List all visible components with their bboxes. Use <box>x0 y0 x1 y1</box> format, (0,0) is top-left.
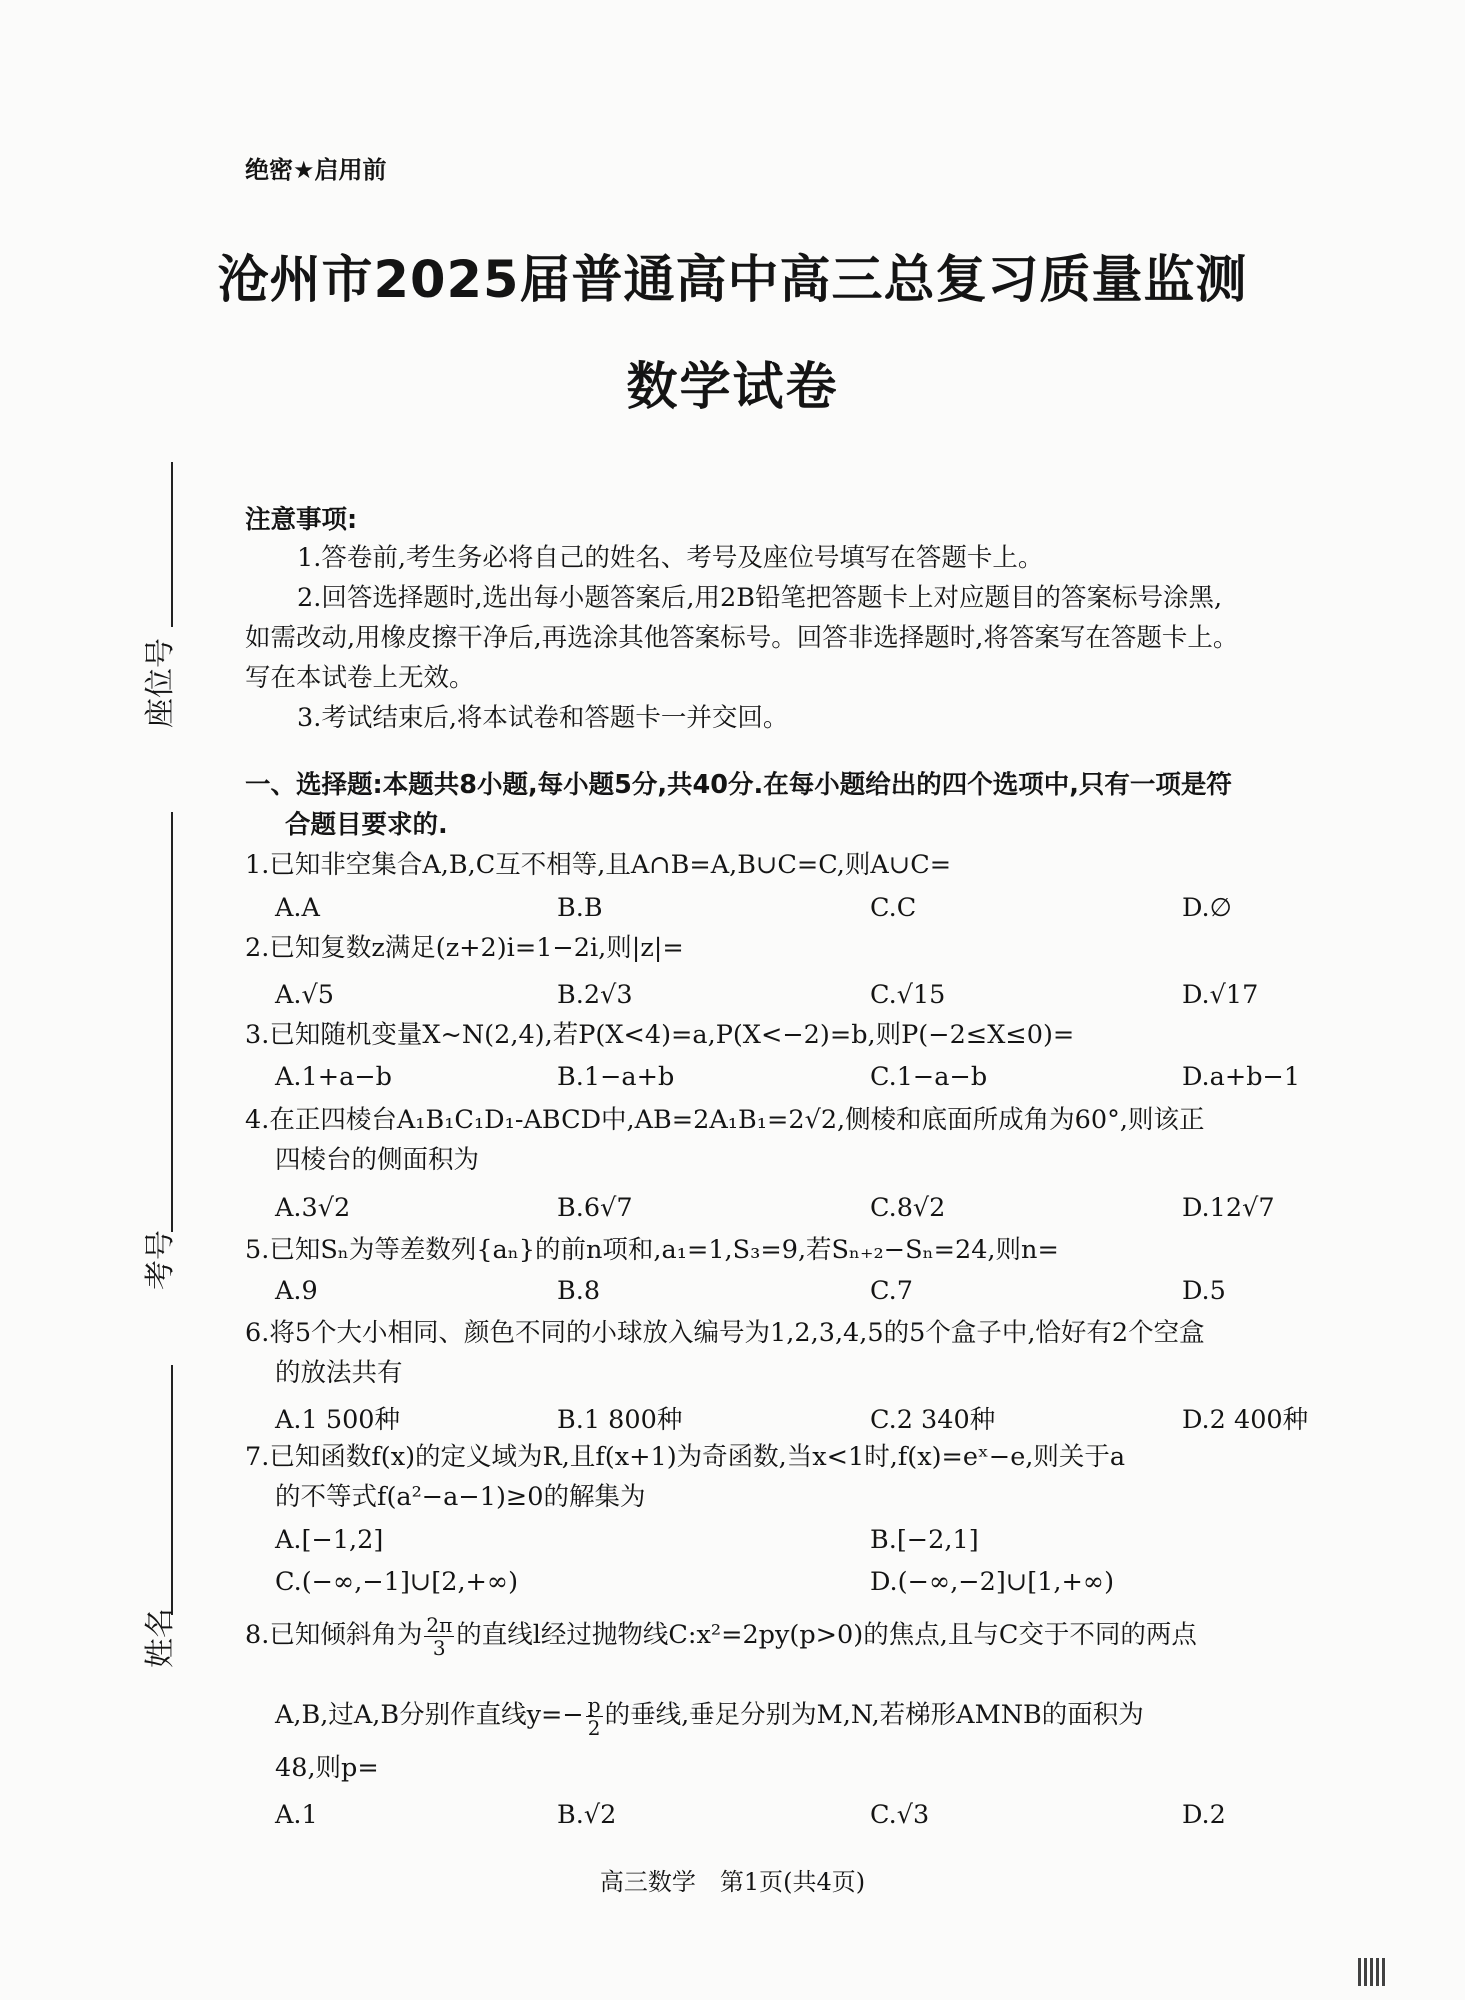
option-a: A.1 <box>275 1800 318 1830</box>
option-d: D.√17 <box>1182 980 1259 1010</box>
seat-number-label: 座位号 <box>143 638 178 728</box>
option-c: C.7 <box>870 1276 913 1306</box>
option-c: C.1−a−b <box>870 1062 988 1092</box>
notes-heading: 注意事项: <box>245 505 358 535</box>
exam-subtitle: 数学试卷 <box>626 358 839 417</box>
fraction-p-over-2 <box>586 1694 603 1739</box>
binding-line-1 <box>171 462 173 627</box>
option-b: B.√2 <box>557 1800 617 1830</box>
option-d: D.2 <box>1182 1800 1226 1830</box>
option-a: A.1 500种 <box>275 1405 401 1435</box>
note-line: 3.考试结束后,将本试卷和答题卡一并交回。 <box>297 703 789 733</box>
option-a: A.1+a−b <box>275 1062 393 1092</box>
option-d: D.a+b−1 <box>1182 1062 1301 1092</box>
option-d: D.(−∞,−2]∪[1,+∞) <box>870 1567 1115 1597</box>
option-c: C.C <box>870 893 917 923</box>
option-a: A.A <box>275 893 320 923</box>
option-d: D.12√7 <box>1182 1193 1275 1223</box>
frac-numerator: 2π <box>426 1612 453 1637</box>
fraction-2pi-over-3 <box>424 1614 454 1659</box>
confidential-mark: 绝密★启用前 <box>245 156 387 184</box>
question-7: 7.已知函数f(x)的定义域为R,且f(x+1)为奇函数,当x<1时,f(x)=eˣ−e,则关于a <box>245 1442 1126 1472</box>
option-a: A.[−1,2] <box>275 1525 384 1555</box>
option-d: D.5 <box>1182 1276 1226 1306</box>
option-c: C.(−∞,−1]∪[2,+∞) <box>275 1567 519 1597</box>
question-8-line2 <box>275 1690 1144 1740</box>
question-7-cont: 的不等式f(a²−a−1)≥0的解集为 <box>275 1482 646 1512</box>
option-b: B.2√3 <box>557 980 633 1010</box>
option-c: C.8√2 <box>870 1193 946 1223</box>
name-label: 姓名 <box>143 1608 178 1668</box>
option-a: A.9 <box>275 1276 318 1306</box>
note-line: 写在本试卷上无效。 <box>245 663 475 693</box>
section-heading-cont: 合题目要求的. <box>285 810 448 840</box>
option-d: D.∅ <box>1182 893 1232 923</box>
question-4-cont: 四棱台的侧面积为 <box>275 1145 480 1175</box>
note-line: 1.答卷前,考生务必将自己的姓名、考号及座位号填写在答题卡上。 <box>297 543 1044 573</box>
option-b: B.1−a+b <box>557 1062 675 1092</box>
q8-text-post: 的直线l经过抛物线C:x²=2py(p>0)的焦点,且与C交于不同的两点 <box>456 1620 1197 1650</box>
section-heading: 一、选择题:本题共8小题,每小题5分,共40分.在每小题给出的四个选项中,只有一项是符 <box>245 770 1232 800</box>
option-c: C.√3 <box>870 1800 930 1830</box>
question-2: 2.已知复数z满足(z+2)i=1−2i,则|z|= <box>245 933 684 963</box>
question-3: 3.已知随机变量X~N(2,4),若P(X<4)=a,P(X<−2)=b,则P(−2≤X≤0)= <box>245 1020 1075 1050</box>
binding-line-3 <box>171 1365 173 1615</box>
option-a: A.3√2 <box>275 1193 351 1223</box>
question-6: 6.将5个大小相同、颜色不同的小球放入编号为1,2,3,4,5的5个盒子中,恰好有2个空盒 <box>245 1318 1205 1348</box>
question-4: 4.在正四棱台A₁B₁C₁D₁-ABCD中,AB=2A₁B₁=2√2,侧棱和底面所成角为60°,则该正 <box>245 1105 1205 1135</box>
question-1: 1.已知非空集合A,B,C互不相等,且A∩B=A,B∪C=C,则A∪C= <box>245 850 952 880</box>
frac-denominator: 2 <box>587 1715 601 1740</box>
option-b: B.8 <box>557 1276 601 1306</box>
question-8 <box>245 1610 1197 1660</box>
option-b: B.1 800种 <box>557 1405 683 1435</box>
question-5: 5.已知Sₙ为等差数列{aₙ}的前n项和,a₁=1,S₃=9,若Sₙ₊₂−Sₙ=24,则n= <box>245 1235 1059 1265</box>
q8-line2-pre: A,B,过A,B分别作直线y=− <box>275 1700 584 1730</box>
note-line: 2.回答选择题时,选出每小题答案后,用2B铅笔把答题卡上对应题目的答案标号涂黑, <box>297 583 1223 613</box>
binding-line-2 <box>171 812 173 1232</box>
option-b: B.B <box>557 893 603 923</box>
option-c: C.2 340种 <box>870 1405 996 1435</box>
exam-title: 沧州市2025届普通高中高三总复习质量监测 <box>217 251 1248 310</box>
frac-numerator: p <box>587 1692 601 1717</box>
option-b: B.[−2,1] <box>870 1525 979 1555</box>
question-8-line3: 48,则p= <box>275 1753 379 1783</box>
q8-line2-post: 的垂线,垂足分别为M,N,若梯形AMNB的面积为 <box>604 1700 1144 1730</box>
question-6-cont: 的放法共有 <box>275 1358 403 1388</box>
option-d: D.2 400种 <box>1182 1405 1309 1435</box>
option-a: A.√5 <box>275 980 334 1010</box>
q8-text-pre: 8.已知倾斜角为 <box>245 1620 423 1650</box>
option-b: B.6√7 <box>557 1193 633 1223</box>
qr-code-icon <box>1358 1958 1386 1986</box>
page-footer: 高三数学 第1页(共4页) <box>599 1868 866 1896</box>
exam-number-label: 考号 <box>143 1230 178 1290</box>
option-c: C.√15 <box>870 980 946 1010</box>
frac-denominator: 3 <box>432 1635 446 1660</box>
note-line: 如需改动,用橡皮擦干净后,再选涂其他答案标号。回答非选择题时,将答案写在答题卡上。 <box>245 623 1239 653</box>
